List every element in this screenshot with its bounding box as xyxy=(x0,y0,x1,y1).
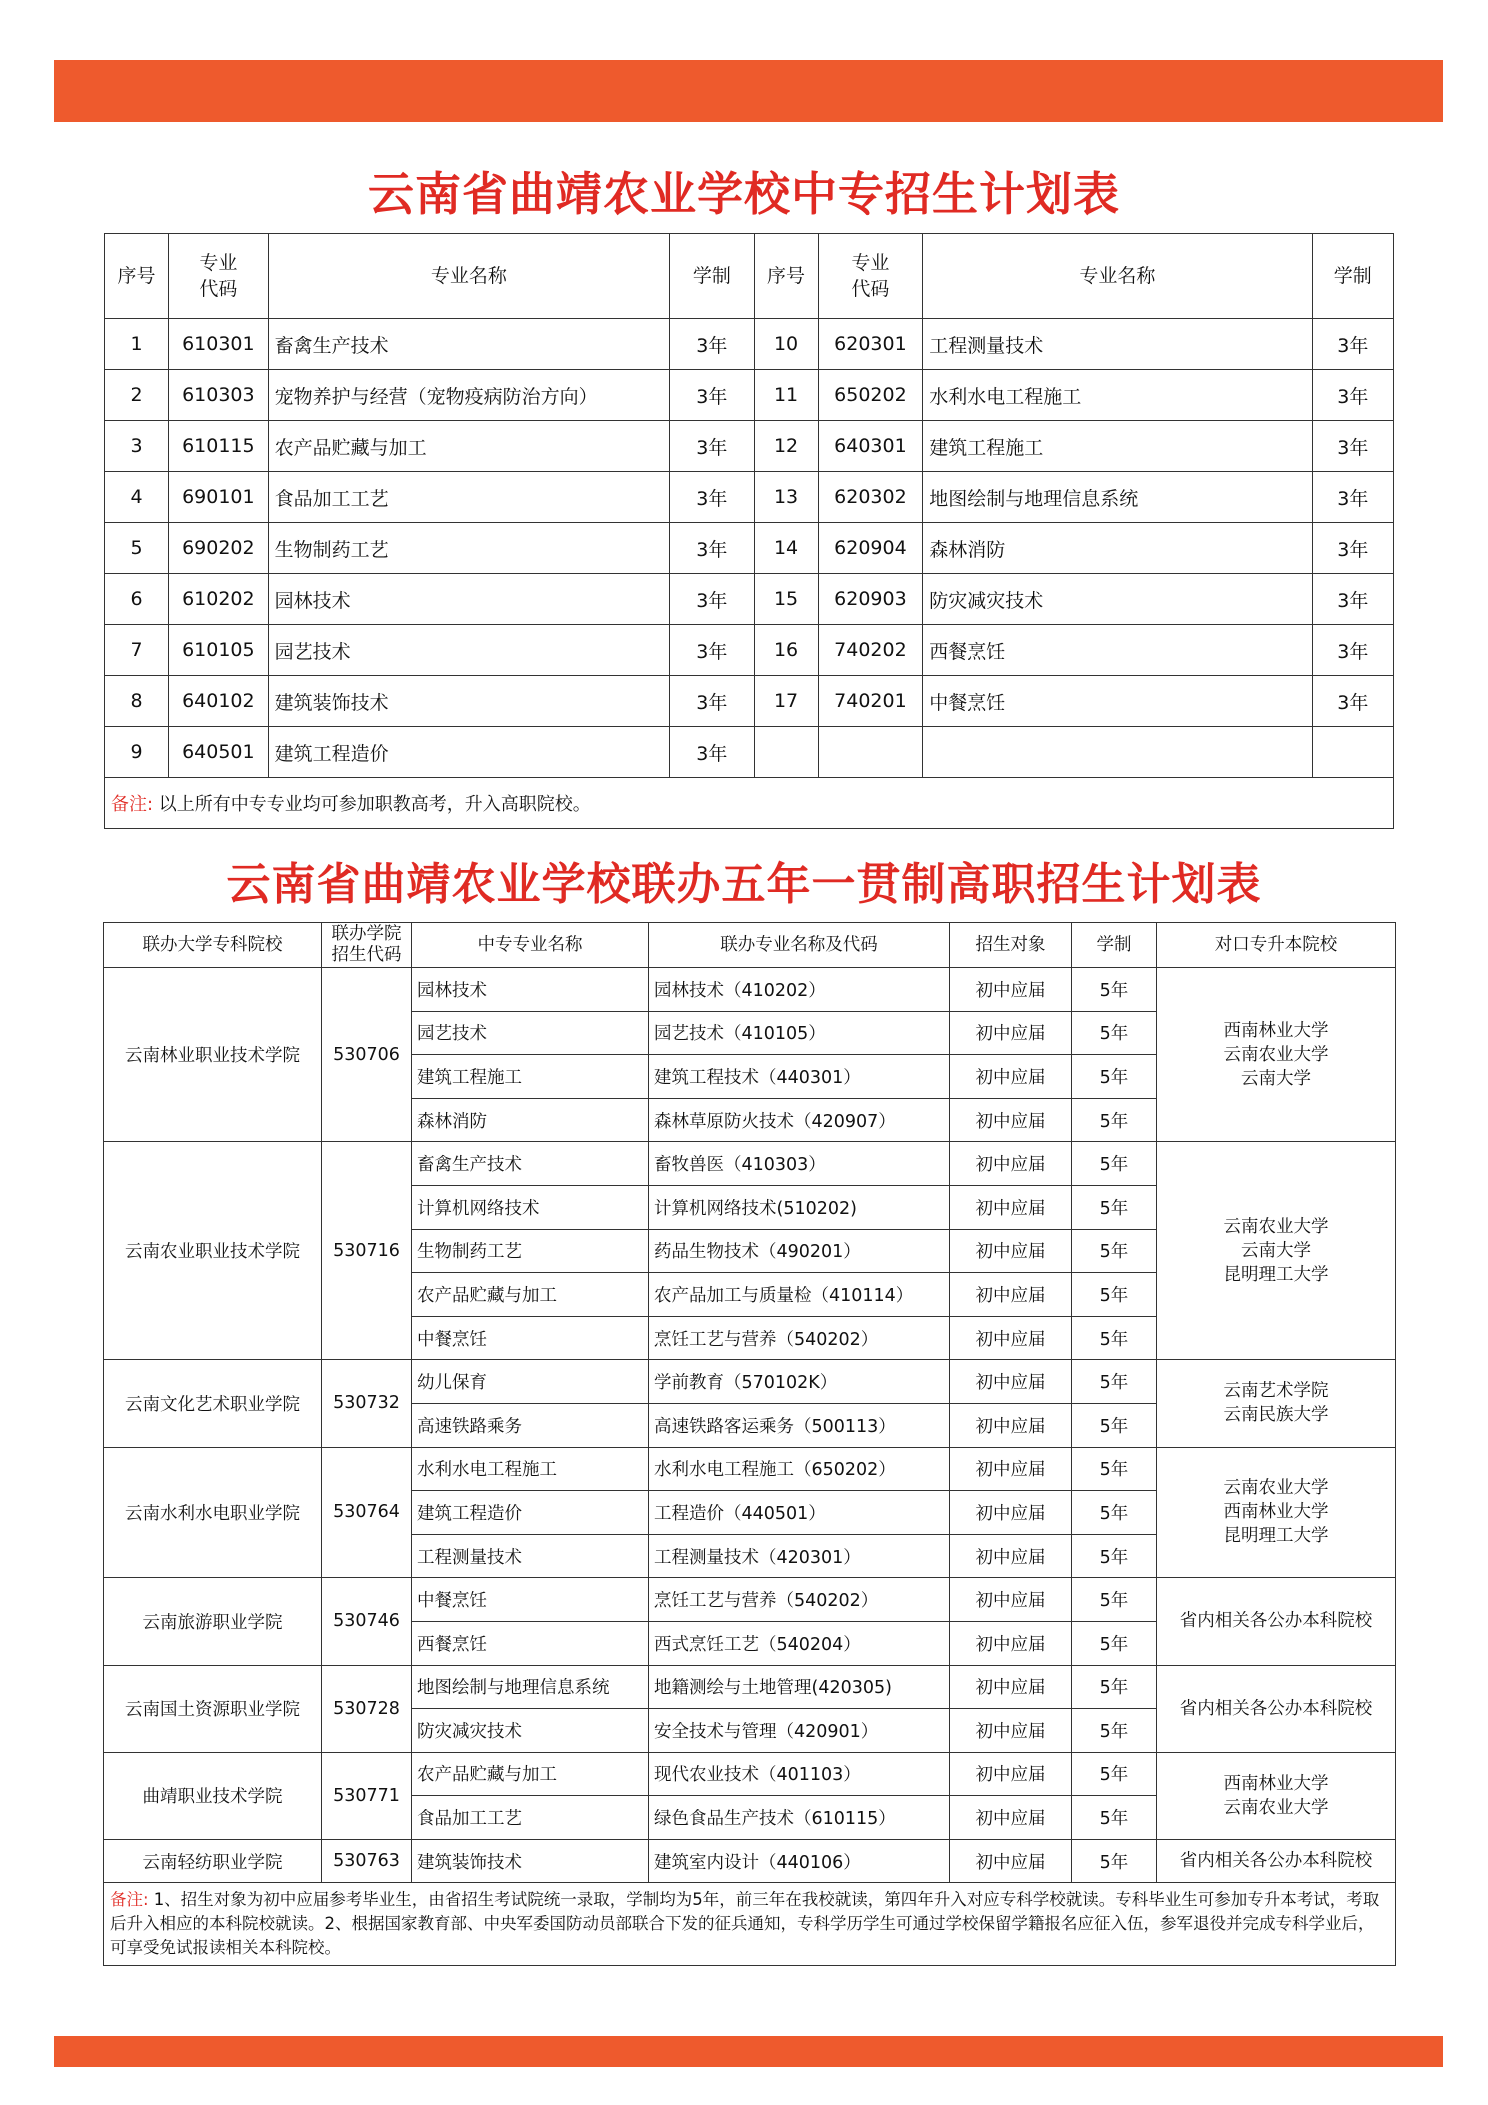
cell-major: 畜禽生产技术 xyxy=(412,1142,649,1186)
cell-name: 建筑工程造价 xyxy=(268,727,670,778)
cell-major: 农产品贮藏与加工 xyxy=(412,1273,649,1317)
cell-target: 初中应届 xyxy=(950,1360,1072,1404)
cell-target: 初中应届 xyxy=(950,1491,1072,1535)
header-name: 专业名称 xyxy=(268,234,670,319)
cell-target: 初中应届 xyxy=(950,1752,1072,1796)
upgrade-university-name: 省内相关各公办本科院校 xyxy=(1179,1851,1373,1872)
header-duration: 学制 xyxy=(670,234,754,319)
cell-college: 云南农业职业技术学院 xyxy=(104,1142,322,1360)
cell-college: 云南水利水电职业学院 xyxy=(104,1447,322,1578)
cell-joint-major: 园艺技术（410105） xyxy=(649,1011,950,1055)
cell-code: 620904 xyxy=(818,523,923,574)
cell-seq: 4 xyxy=(105,472,169,523)
upgrade-university-name: 西南林业大学 xyxy=(1223,1020,1329,1041)
cell-target: 初中应届 xyxy=(950,1534,1072,1578)
cell-name: 西餐烹饪 xyxy=(923,625,1312,676)
table-row xyxy=(105,574,1394,625)
upgrade-university-name: 云南农业大学 xyxy=(1223,1478,1329,1499)
upgrade-university-name: 云南农业大学 xyxy=(1223,1044,1329,1065)
cell-duration: 3年 xyxy=(1312,625,1393,676)
cell-joint-major: 烹饪工艺与营养（540202） xyxy=(649,1578,950,1622)
table-row xyxy=(104,968,1396,1012)
cell-empty xyxy=(818,727,923,778)
header-name: 专业名称 xyxy=(923,234,1312,319)
cell-major: 生物制药工艺 xyxy=(412,1229,649,1273)
cell-college-code: 530732 xyxy=(322,1360,412,1447)
cell-duration: 5年 xyxy=(1072,1098,1157,1142)
cell-code: 610301 xyxy=(169,319,269,370)
note-label: 备注: xyxy=(111,794,154,815)
cell-major: 森林消防 xyxy=(412,1098,649,1142)
cell-upgrade-university xyxy=(1157,968,1396,1142)
upgrade-university-name: 西南林业大学 xyxy=(1223,1502,1329,1523)
upgrade-university-name: 昆明理工大学 xyxy=(1223,1526,1329,1547)
cell-code: 610115 xyxy=(169,421,269,472)
cell-code: 690202 xyxy=(169,523,269,574)
cell-duration: 5年 xyxy=(1072,1447,1157,1491)
cell-duration: 5年 xyxy=(1072,1229,1157,1273)
cell-college-code: 530746 xyxy=(322,1578,412,1665)
cell-duration: 3年 xyxy=(670,676,754,727)
cell-duration: 3年 xyxy=(670,574,754,625)
cell-duration: 5年 xyxy=(1072,1011,1157,1055)
table-row xyxy=(104,1360,1396,1404)
cell-target: 初中应届 xyxy=(950,1403,1072,1447)
cell-code: 650202 xyxy=(818,370,923,421)
cell-code: 740201 xyxy=(818,676,923,727)
cell-college: 云南轻纺职业学院 xyxy=(104,1839,322,1883)
cell-major: 建筑装饰技术 xyxy=(412,1839,649,1883)
cell-duration: 5年 xyxy=(1072,1709,1157,1753)
cell-joint-major: 绿色食品生产技术（610115） xyxy=(649,1796,950,1840)
cell-duration: 3年 xyxy=(1312,676,1393,727)
top-decorative-bar xyxy=(54,60,1443,122)
cell-code: 620903 xyxy=(818,574,923,625)
cell-seq: 16 xyxy=(754,625,818,676)
cell-joint-major: 高速铁路客运乘务（500113） xyxy=(649,1403,950,1447)
cell-major: 高速铁路乘务 xyxy=(412,1403,649,1447)
cell-code: 690101 xyxy=(169,472,269,523)
cell-code: 740202 xyxy=(818,625,923,676)
upgrade-university-name: 昆明理工大学 xyxy=(1223,1264,1329,1285)
cell-major: 地图绘制与地理信息系统 xyxy=(412,1665,649,1709)
cell-upgrade-university xyxy=(1157,1839,1396,1883)
cell-major: 幼儿保育 xyxy=(412,1360,649,1404)
cell-duration: 3年 xyxy=(1312,370,1393,421)
cell-duration: 5年 xyxy=(1072,1491,1157,1535)
cell-duration: 5年 xyxy=(1072,1403,1157,1447)
cell-joint-major: 畜牧兽医（410303） xyxy=(649,1142,950,1186)
cell-duration: 3年 xyxy=(1312,472,1393,523)
cell-seq: 7 xyxy=(105,625,169,676)
cell-target: 初中应届 xyxy=(950,1621,1072,1665)
bottom-decorative-bar xyxy=(54,2036,1443,2067)
cell-joint-major: 建筑工程技术（440301） xyxy=(649,1055,950,1099)
upgrade-university-name: 云南艺术学院 xyxy=(1223,1381,1329,1402)
page-title-secondary-school-plan: 云南省曲靖农业学校中专招生计划表 xyxy=(368,167,1120,221)
cell-duration: 5年 xyxy=(1072,1142,1157,1186)
table-row xyxy=(105,472,1394,523)
cell-seq: 5 xyxy=(105,523,169,574)
cell-major: 中餐烹饪 xyxy=(412,1578,649,1622)
page-title-five-year-plan: 云南省曲靖农业学校联办五年一贯制高职招生计划表 xyxy=(226,859,1262,910)
cell-duration: 3年 xyxy=(1312,319,1393,370)
cell-duration: 5年 xyxy=(1072,1665,1157,1709)
cell-seq: 2 xyxy=(105,370,169,421)
header-seq: 序号 xyxy=(105,234,169,319)
cell-seq: 3 xyxy=(105,421,169,472)
table-note xyxy=(105,778,1394,829)
cell-major: 计算机网络技术 xyxy=(412,1185,649,1229)
cell-joint-major: 水利水电工程施工（650202） xyxy=(649,1447,950,1491)
cell-code: 640102 xyxy=(169,676,269,727)
cell-target: 初中应届 xyxy=(950,1142,1072,1186)
cell-major: 园艺技术 xyxy=(412,1011,649,1055)
table-header-row xyxy=(105,234,1394,319)
cell-duration: 3年 xyxy=(670,319,754,370)
cell-seq: 11 xyxy=(754,370,818,421)
header-code: 专业 代码 xyxy=(169,234,269,319)
note-text: 以上所有中专专业均可参加职教高考，升入高职院校。 xyxy=(153,794,591,815)
cell-major: 中餐烹饪 xyxy=(412,1316,649,1360)
cell-empty xyxy=(923,727,1312,778)
cell-duration: 3年 xyxy=(1312,574,1393,625)
cell-target: 初中应届 xyxy=(950,968,1072,1012)
cell-joint-major: 现代农业技术（401103） xyxy=(649,1752,950,1796)
cell-duration: 3年 xyxy=(670,523,754,574)
header-seq: 序号 xyxy=(754,234,818,319)
table-row xyxy=(104,1839,1396,1883)
cell-code: 640501 xyxy=(169,727,269,778)
five-year-program-plan-table xyxy=(103,922,1396,1966)
upgrade-university-name: 云南农业大学 xyxy=(1223,1216,1329,1237)
table-row xyxy=(104,1142,1396,1186)
cell-code: 620302 xyxy=(818,472,923,523)
cell-major: 防灾减灾技术 xyxy=(412,1709,649,1753)
cell-major: 园林技术 xyxy=(412,968,649,1012)
cell-target: 初中应届 xyxy=(950,1839,1072,1883)
header-college: 联办大学专科院校 xyxy=(104,923,322,968)
cell-duration: 5年 xyxy=(1072,1752,1157,1796)
upgrade-university-name: 西南林业大学 xyxy=(1223,1773,1329,1794)
table-row xyxy=(104,1665,1396,1709)
cell-empty xyxy=(754,727,818,778)
cell-duration: 5年 xyxy=(1072,1185,1157,1229)
cell-duration: 3年 xyxy=(670,727,754,778)
cell-joint-major: 园林技术（410202） xyxy=(649,968,950,1012)
cell-duration: 5年 xyxy=(1072,1534,1157,1578)
header-joint-major: 联办专业名称及代码 xyxy=(649,923,950,968)
upgrade-university-name: 云南农业大学 xyxy=(1223,1797,1329,1818)
cell-duration: 5年 xyxy=(1072,1839,1157,1883)
cell-duration: 5年 xyxy=(1072,1273,1157,1317)
cell-college: 云南旅游职业学院 xyxy=(104,1578,322,1665)
cell-major: 西餐烹饪 xyxy=(412,1621,649,1665)
cell-target: 初中应届 xyxy=(950,1665,1072,1709)
cell-name: 园艺技术 xyxy=(268,625,670,676)
cell-empty xyxy=(1312,727,1393,778)
cell-code: 640301 xyxy=(818,421,923,472)
cell-target: 初中应届 xyxy=(950,1447,1072,1491)
cell-upgrade-university xyxy=(1157,1447,1396,1578)
upgrade-university-name: 云南大学 xyxy=(1241,1240,1311,1261)
header-target: 招生对象 xyxy=(950,923,1072,968)
cell-college-code: 530764 xyxy=(322,1447,412,1578)
cell-upgrade-university xyxy=(1157,1665,1396,1752)
cell-joint-major: 工程测量技术（420301） xyxy=(649,1534,950,1578)
cell-duration: 3年 xyxy=(670,625,754,676)
cell-duration: 3年 xyxy=(1312,421,1393,472)
cell-college: 曲靖职业技术学院 xyxy=(104,1752,322,1839)
cell-duration: 5年 xyxy=(1072,1796,1157,1840)
header-code: 专业 代码 xyxy=(818,234,923,319)
cell-code: 610105 xyxy=(169,625,269,676)
table-row xyxy=(105,523,1394,574)
cell-target: 初中应届 xyxy=(950,1796,1072,1840)
cell-joint-major: 药品生物技术（490201） xyxy=(649,1229,950,1273)
cell-target: 初中应届 xyxy=(950,1229,1072,1273)
cell-seq: 14 xyxy=(754,523,818,574)
cell-duration: 5年 xyxy=(1072,1578,1157,1622)
cell-joint-major: 农产品加工与质量检（410114） xyxy=(649,1273,950,1317)
note-text: 1、招生对象为初中应届参考毕业生，由省招生考试院统一录取，学制均为5年，前三年在我校就读，第四年升入对应专科学校就读。专科毕业生可参加专升本考试，考取后升入相应的本科院校就读。2、根据国家教育部、中央军委国防动员部联合下发的征兵通知，专科学历学生可通过学校保留学籍报名应征入伍，参军退役并完成专科学业后，可享受免试报读相关本科院校。 xyxy=(110,1890,1380,1958)
cell-target: 初中应届 xyxy=(950,1185,1072,1229)
table-header-row xyxy=(104,923,1396,968)
header-college-code: 联办学院 招生代码 xyxy=(322,923,412,968)
cell-duration: 5年 xyxy=(1072,1360,1157,1404)
cell-target: 初中应届 xyxy=(950,1098,1072,1142)
cell-college: 云南国土资源职业学院 xyxy=(104,1665,322,1752)
cell-name: 生物制药工艺 xyxy=(268,523,670,574)
cell-target: 初中应届 xyxy=(950,1011,1072,1055)
cell-duration: 5年 xyxy=(1072,1621,1157,1665)
cell-joint-major: 森林草原防火技术（420907） xyxy=(649,1098,950,1142)
upgrade-university-name: 省内相关各公办本科院校 xyxy=(1179,1698,1373,1719)
table-row xyxy=(105,421,1394,472)
cell-name: 地图绘制与地理信息系统 xyxy=(923,472,1312,523)
table-row xyxy=(104,1578,1396,1622)
cell-target: 初中应届 xyxy=(950,1709,1072,1753)
cell-target: 初中应届 xyxy=(950,1316,1072,1360)
cell-joint-major: 地籍测绘与土地管理(420305) xyxy=(649,1665,950,1709)
cell-major: 建筑工程施工 xyxy=(412,1055,649,1099)
upgrade-university-name: 云南大学 xyxy=(1241,1068,1311,1089)
cell-duration: 3年 xyxy=(670,472,754,523)
cell-name: 建筑装饰技术 xyxy=(268,676,670,727)
upgrade-university-name: 省内相关各公办本科院校 xyxy=(1179,1611,1373,1632)
cell-name: 水利水电工程施工 xyxy=(923,370,1312,421)
cell-upgrade-university xyxy=(1157,1578,1396,1665)
cell-upgrade-university xyxy=(1157,1142,1396,1360)
header-duration: 学制 xyxy=(1072,923,1157,968)
cell-college-code: 530716 xyxy=(322,1142,412,1360)
table-row xyxy=(104,1447,1396,1491)
cell-seq: 10 xyxy=(754,319,818,370)
table-row xyxy=(105,676,1394,727)
cell-target: 初中应届 xyxy=(950,1273,1072,1317)
cell-duration: 5年 xyxy=(1072,1316,1157,1360)
cell-seq: 12 xyxy=(754,421,818,472)
cell-college: 云南林业职业技术学院 xyxy=(104,968,322,1142)
table-row xyxy=(105,370,1394,421)
cell-name: 园林技术 xyxy=(268,574,670,625)
cell-joint-major: 建筑室内设计（440106） xyxy=(649,1839,950,1883)
cell-joint-major: 安全技术与管理（420901） xyxy=(649,1709,950,1753)
cell-college-code: 530763 xyxy=(322,1839,412,1883)
cell-major: 农产品贮藏与加工 xyxy=(412,1752,649,1796)
cell-major: 食品加工工艺 xyxy=(412,1796,649,1840)
cell-name: 畜禽生产技术 xyxy=(268,319,670,370)
cell-name: 森林消防 xyxy=(923,523,1312,574)
cell-code: 620301 xyxy=(818,319,923,370)
table-row xyxy=(105,319,1394,370)
cell-duration: 3年 xyxy=(670,370,754,421)
cell-college-code: 530771 xyxy=(322,1752,412,1839)
cell-joint-major: 学前教育（570102K） xyxy=(649,1360,950,1404)
table-note xyxy=(104,1883,1396,1966)
header-upgrade-university: 对口专升本院校 xyxy=(1157,923,1396,968)
cell-joint-major: 工程造价（440501） xyxy=(649,1491,950,1535)
cell-joint-major: 烹饪工艺与营养（540202） xyxy=(649,1316,950,1360)
cell-name: 食品加工工艺 xyxy=(268,472,670,523)
table-row xyxy=(104,1752,1396,1796)
secondary-school-plan-table xyxy=(104,233,1394,829)
cell-seq: 13 xyxy=(754,472,818,523)
cell-seq: 15 xyxy=(754,574,818,625)
cell-major: 工程测量技术 xyxy=(412,1534,649,1578)
cell-major: 水利水电工程施工 xyxy=(412,1447,649,1491)
cell-joint-major: 计算机网络技术(510202) xyxy=(649,1185,950,1229)
cell-duration: 3年 xyxy=(1312,523,1393,574)
table-row xyxy=(105,727,1394,778)
cell-seq: 8 xyxy=(105,676,169,727)
cell-code: 610303 xyxy=(169,370,269,421)
cell-name: 工程测量技术 xyxy=(923,319,1312,370)
cell-seq: 9 xyxy=(105,727,169,778)
cell-seq: 1 xyxy=(105,319,169,370)
cell-joint-major: 西式烹饪工艺（540204） xyxy=(649,1621,950,1665)
upgrade-university-name: 云南民族大学 xyxy=(1223,1405,1329,1426)
table-note-row xyxy=(105,778,1394,829)
cell-college: 云南文化艺术职业学院 xyxy=(104,1360,322,1447)
cell-major: 建筑工程造价 xyxy=(412,1491,649,1535)
cell-name: 农产品贮藏与加工 xyxy=(268,421,670,472)
table-note-row xyxy=(104,1883,1396,1966)
cell-college-code: 530728 xyxy=(322,1665,412,1752)
cell-seq: 17 xyxy=(754,676,818,727)
cell-name: 宠物养护与经营（宠物疫病防治方向） xyxy=(268,370,670,421)
note-label: 备注: xyxy=(110,1890,149,1910)
cell-duration: 5年 xyxy=(1072,1055,1157,1099)
cell-name: 建筑工程施工 xyxy=(923,421,1312,472)
cell-seq: 6 xyxy=(105,574,169,625)
cell-duration: 3年 xyxy=(670,421,754,472)
cell-code: 610202 xyxy=(169,574,269,625)
table-row xyxy=(105,625,1394,676)
cell-name: 中餐烹饪 xyxy=(923,676,1312,727)
cell-college-code: 530706 xyxy=(322,968,412,1142)
cell-target: 初中应届 xyxy=(950,1055,1072,1099)
header-major: 中专专业名称 xyxy=(412,923,649,968)
cell-upgrade-university xyxy=(1157,1752,1396,1839)
cell-target: 初中应届 xyxy=(950,1578,1072,1622)
header-duration: 学制 xyxy=(1312,234,1393,319)
cell-upgrade-university xyxy=(1157,1360,1396,1447)
cell-name: 防灾减灾技术 xyxy=(923,574,1312,625)
cell-duration: 5年 xyxy=(1072,968,1157,1012)
